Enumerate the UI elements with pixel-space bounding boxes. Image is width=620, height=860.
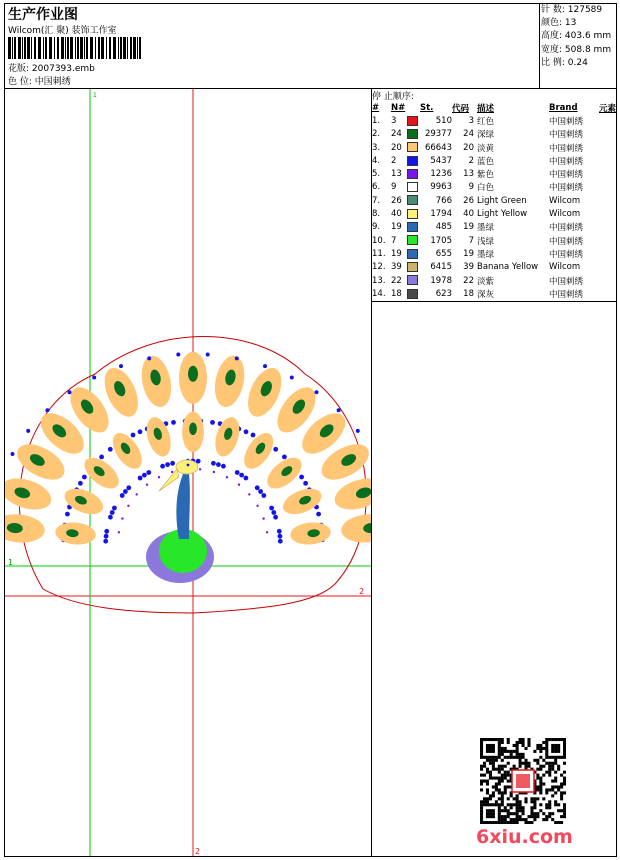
feather bbox=[182, 412, 204, 453]
cell-idx: 1. bbox=[372, 115, 381, 126]
cell-brand: 中国刺绣 bbox=[549, 156, 584, 167]
color-position bbox=[8, 74, 71, 87]
cell-st: 66643 bbox=[424, 142, 452, 153]
cell-brand: 中国刺绣 bbox=[549, 170, 584, 181]
cell-no: 18 bbox=[391, 288, 402, 299]
cell-code: 13 bbox=[463, 169, 474, 180]
cell-brand: 中国刺绣 bbox=[549, 276, 584, 287]
cell-st: 29377 bbox=[424, 129, 452, 140]
table-row bbox=[372, 128, 619, 141]
cell-desc: 墨绿 bbox=[477, 223, 495, 234]
feather bbox=[107, 428, 148, 474]
cell-no: 24 bbox=[391, 129, 402, 140]
cell-idx: 14. bbox=[372, 288, 386, 299]
cell-brand: 中国刺绣 bbox=[549, 183, 584, 194]
page-title: 生产作业图 bbox=[8, 7, 78, 23]
cell-brand: 中国刺绣 bbox=[549, 249, 584, 260]
color-sequence-table bbox=[372, 101, 619, 300]
guide-marker-top: 1 bbox=[93, 92, 97, 99]
feather bbox=[179, 352, 207, 404]
cell-st: 766 bbox=[435, 195, 452, 206]
cell-desc: Light Yellow bbox=[477, 209, 528, 220]
cell-desc: 深灰 bbox=[477, 289, 495, 300]
table-row bbox=[372, 207, 619, 220]
color-swatch bbox=[407, 249, 418, 259]
guide-marker-bottom: 2 bbox=[195, 847, 201, 856]
cell-idx: 11. bbox=[372, 248, 386, 259]
table-row bbox=[372, 114, 619, 127]
cell-brand: Wilcom bbox=[549, 262, 581, 273]
cell-code: 39 bbox=[463, 262, 474, 273]
cell-st: 485 bbox=[435, 222, 452, 233]
qr-code bbox=[480, 738, 566, 824]
color-swatch bbox=[407, 235, 418, 245]
table-row bbox=[372, 141, 619, 154]
cell-code: 18 bbox=[463, 288, 474, 299]
cell-st: 1794 bbox=[430, 209, 452, 220]
cell-no: 39 bbox=[391, 262, 402, 273]
stat-height: 高度: 403.6 mm bbox=[541, 31, 612, 42]
feather bbox=[210, 353, 248, 410]
cell-no: 26 bbox=[391, 195, 402, 206]
cell-brand: 中国刺绣 bbox=[549, 130, 584, 141]
table-divider bbox=[371, 301, 617, 302]
feather bbox=[238, 428, 279, 474]
feather bbox=[340, 512, 371, 545]
cell-desc: Light Green bbox=[477, 195, 527, 206]
cell-st: 1236 bbox=[430, 169, 452, 180]
guide-marker-2: 2 bbox=[359, 587, 365, 596]
cell-st: 655 bbox=[435, 248, 452, 259]
cell-st: 6415 bbox=[430, 262, 452, 273]
stats-block bbox=[541, 4, 611, 70]
cell-no: 13 bbox=[391, 169, 402, 180]
stat-scale: 比 例: 0.24 bbox=[541, 57, 588, 68]
cell-desc: 浅绿 bbox=[477, 236, 495, 247]
cell-code: 9 bbox=[468, 182, 474, 193]
color-swatch bbox=[407, 156, 418, 166]
cell-idx: 5. bbox=[372, 169, 381, 180]
color-swatch bbox=[407, 262, 418, 272]
cell-brand: 中国刺绣 bbox=[549, 143, 584, 154]
cell-st: 1978 bbox=[430, 275, 452, 286]
color-swatch bbox=[407, 195, 418, 205]
cell-no: 7 bbox=[391, 235, 397, 246]
table-row bbox=[372, 181, 619, 194]
stop-sequence-title: 停 止顺序: bbox=[372, 92, 414, 102]
cell-no: 22 bbox=[391, 275, 402, 286]
cell-idx: 8. bbox=[372, 209, 381, 220]
cell-st: 510 bbox=[435, 115, 452, 126]
cell-no: 20 bbox=[391, 142, 402, 153]
color-swatch bbox=[407, 289, 418, 299]
cell-idx: 13. bbox=[372, 275, 386, 286]
pattern-value: 2007393.emb bbox=[31, 64, 95, 74]
cell-idx: 10. bbox=[372, 235, 386, 246]
table-row bbox=[372, 221, 619, 234]
pattern-file bbox=[8, 61, 95, 74]
stat-width: 宽度: 508.8 mm bbox=[541, 44, 612, 55]
cell-desc: 蓝色 bbox=[477, 156, 495, 167]
table-row bbox=[372, 287, 619, 300]
table-header: # N# St. 代码 描述 Brand 元素 bbox=[372, 102, 617, 114]
stat-colors: 颜色: 13 bbox=[541, 18, 577, 29]
cell-code: 3 bbox=[468, 115, 474, 126]
site-logo: 6xiu.com bbox=[476, 826, 573, 848]
peacock-body bbox=[146, 460, 214, 583]
color-swatch bbox=[407, 209, 418, 219]
table-row bbox=[372, 234, 619, 247]
color-swatch bbox=[407, 169, 418, 179]
table-row bbox=[372, 154, 619, 167]
cell-brand: Wilcom bbox=[549, 209, 581, 220]
cell-desc: Banana Yellow bbox=[477, 262, 539, 273]
table-row bbox=[372, 194, 619, 207]
cell-code: 20 bbox=[463, 142, 474, 153]
cell-idx: 12. bbox=[372, 262, 386, 273]
cell-st: 5437 bbox=[430, 155, 452, 166]
cell-brand: 中国刺绣 bbox=[549, 236, 584, 247]
table-row bbox=[372, 247, 619, 260]
color-position-value: 中国刺绣 bbox=[34, 77, 71, 87]
company-name: Wilcom(汇 聚) 装饰工作室 bbox=[8, 26, 117, 36]
color-swatch bbox=[407, 129, 418, 139]
cell-st: 1705 bbox=[430, 235, 452, 246]
color-position-label: 色 位: bbox=[8, 77, 32, 87]
cell-no: 9 bbox=[391, 182, 397, 193]
cell-brand: 中国刺绣 bbox=[549, 116, 584, 127]
cell-code: 22 bbox=[463, 275, 474, 286]
cell-desc: 墨绿 bbox=[477, 249, 495, 260]
guide-marker-1: 1 bbox=[8, 558, 14, 567]
stats-divider bbox=[539, 3, 540, 89]
cell-idx: 9. bbox=[372, 222, 381, 233]
cell-code: 40 bbox=[463, 209, 474, 220]
cell-code: 7 bbox=[468, 235, 474, 246]
color-swatch bbox=[407, 142, 418, 152]
feather bbox=[142, 414, 175, 459]
cell-desc: 红色 bbox=[477, 116, 495, 127]
cell-desc: 淡黄 bbox=[477, 143, 495, 154]
cell-no: 19 bbox=[391, 222, 402, 233]
cell-code: 2 bbox=[468, 155, 474, 166]
cell-no: 40 bbox=[391, 209, 402, 220]
cell-code: 19 bbox=[463, 248, 474, 259]
cell-idx: 4. bbox=[372, 155, 381, 166]
feather bbox=[5, 512, 46, 545]
cell-code: 19 bbox=[463, 222, 474, 233]
cell-desc: 白色 bbox=[477, 183, 495, 194]
cell-st: 623 bbox=[435, 288, 452, 299]
cell-no: 3 bbox=[391, 115, 397, 126]
color-swatch bbox=[407, 182, 418, 192]
cell-desc: 深绿 bbox=[477, 130, 495, 141]
color-swatch bbox=[407, 275, 418, 285]
stat-stitches: 针 数: 127589 bbox=[541, 5, 603, 15]
feather bbox=[137, 353, 175, 410]
cell-no: 19 bbox=[391, 248, 402, 259]
cell-idx: 6. bbox=[372, 182, 381, 193]
cell-idx: 7. bbox=[372, 195, 381, 206]
cell-desc: 淡紫 bbox=[477, 276, 495, 287]
cell-brand: Wilcom bbox=[549, 195, 581, 206]
color-swatch bbox=[407, 116, 418, 126]
cell-st: 9963 bbox=[430, 182, 452, 193]
feather bbox=[211, 414, 244, 459]
color-swatch bbox=[407, 222, 418, 232]
cell-code: 26 bbox=[463, 195, 474, 206]
cell-idx: 3. bbox=[372, 142, 381, 153]
table-row bbox=[372, 167, 619, 180]
table-row bbox=[372, 261, 619, 274]
cell-no: 2 bbox=[391, 155, 397, 166]
design-canvas bbox=[5, 89, 371, 856]
cell-code: 24 bbox=[463, 129, 474, 140]
feather bbox=[289, 521, 331, 547]
table-row bbox=[372, 274, 619, 287]
barcode bbox=[8, 37, 143, 59]
cell-brand: 中国刺绣 bbox=[549, 289, 584, 300]
cell-idx: 2. bbox=[372, 129, 381, 140]
cell-brand: 中国刺绣 bbox=[549, 223, 584, 234]
pattern-label: 花版: bbox=[8, 64, 30, 74]
cell-desc: 紫色 bbox=[477, 170, 495, 181]
